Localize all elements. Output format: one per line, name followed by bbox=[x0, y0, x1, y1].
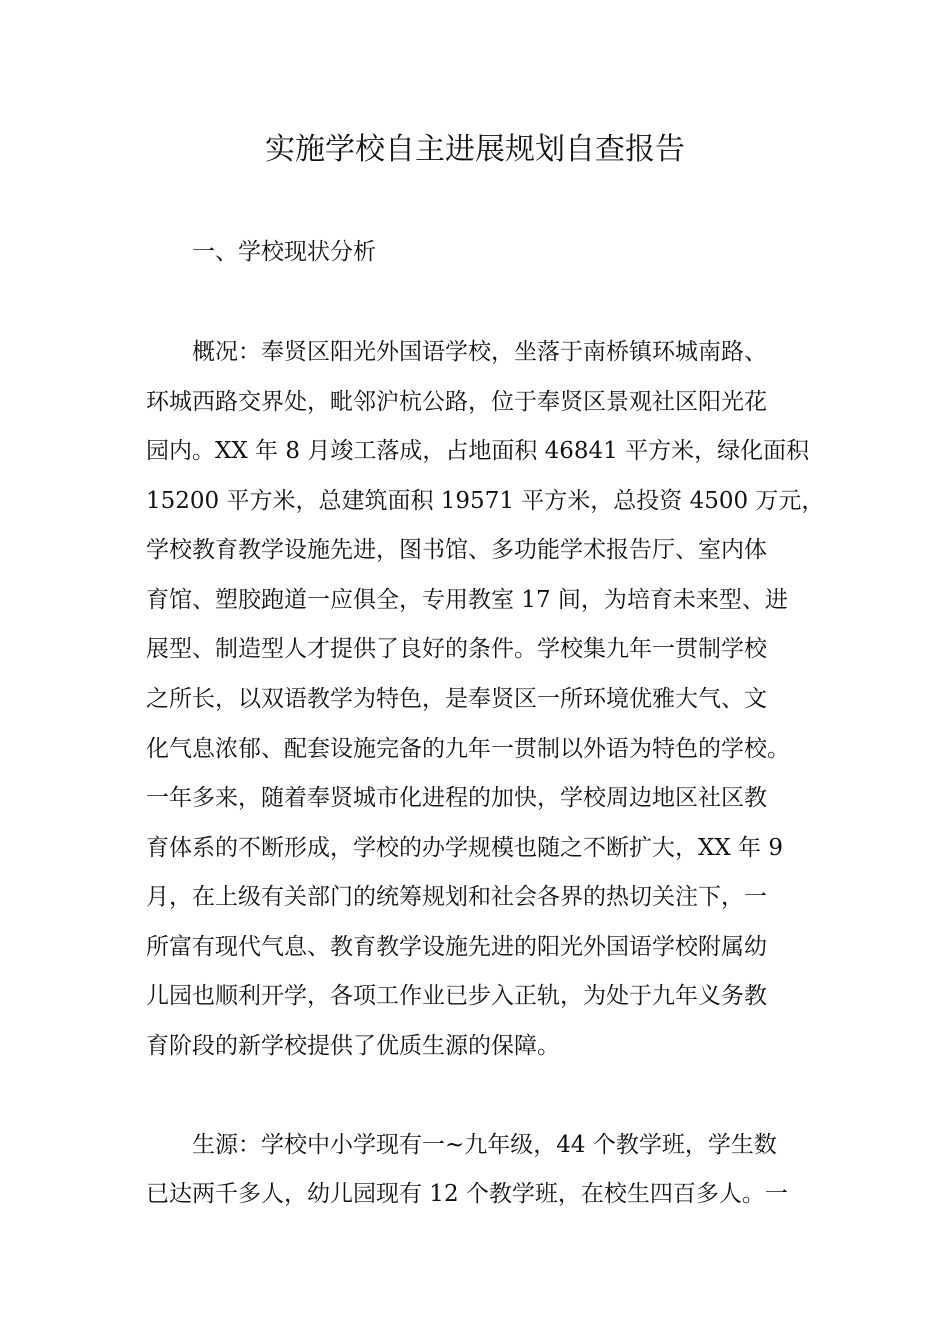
paragraph-line: 月，在上级有关部门的统筹规划和社会各界的热切关注下，一 bbox=[146, 884, 767, 910]
paragraph-line: 学校教育教学设施先进，图书馆、多功能学术报告厅、室内体 bbox=[146, 537, 767, 563]
paragraph-line: 一年多来，随着奉贤城市化进程的加快，学校周边地区社区教 bbox=[146, 785, 767, 811]
paragraph-line: 育馆、塑胶跑道一应俱全，专用教室 17 间，为培育未来型、进 bbox=[146, 587, 788, 613]
section-heading: 一、学校现状分析 bbox=[192, 239, 376, 265]
paragraph-line: 环城西路交界处，毗邻沪杭公路，位于奉贤区景观社区阳光花 bbox=[146, 389, 767, 415]
paragraph-line: 园内。XX 年 8 月竣工落成，占地面积 46841 平方米，绿化面积 bbox=[146, 438, 810, 464]
paragraph-line: 已达两千多人，幼儿园现有 12 个教学班，在校生四百多人。一 bbox=[146, 1181, 788, 1207]
paragraph-line: 15200 平方米，总建筑面积 19571 平方米，总投资 4500 万元， bbox=[146, 488, 825, 514]
document-title: 实施学校自主进展规划自查报告 bbox=[265, 132, 685, 167]
paragraph-line: 化气息浓郁、配套设施完备的九年一贯制以外语为特色的学校。 bbox=[146, 736, 790, 762]
paragraph-line: 育阶段的新学校提供了优质生源的保障。 bbox=[146, 1033, 560, 1059]
paragraph-line: 展型、制造型人才提供了良好的条件。学校集九年一贯制学校 bbox=[146, 636, 767, 662]
paragraph-line: 儿园也顺利开学，各项工作业已步入正轨，为处于九年义务教 bbox=[146, 983, 767, 1009]
paragraph-line: 之所长，以双语教学为特色，是奉贤区一所环境优雅大气、文 bbox=[146, 686, 767, 712]
paragraph-line: 育体系的不断形成，学校的办学规模也随之不断扩大，XX 年 9 bbox=[146, 835, 784, 861]
paragraph-line: 概况：奉贤区阳光外国语学校，坐落于南桥镇环城南路、 bbox=[146, 339, 767, 365]
paragraph-line: 所富有现代气息、教育教学设施先进的阳光外国语学校附属幼 bbox=[146, 934, 767, 960]
paragraph-line: 生源：学校中小学现有一~九年级，44 个教学班，学生数 bbox=[146, 1132, 777, 1158]
